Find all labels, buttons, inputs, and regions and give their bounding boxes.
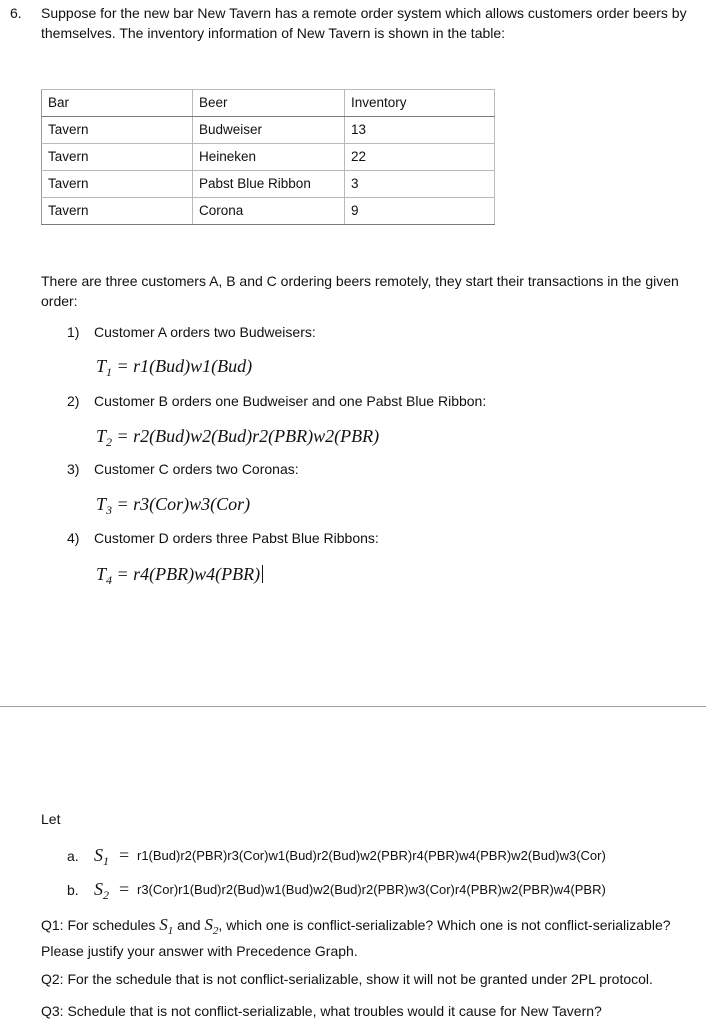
table-cell: Tavern — [42, 144, 193, 171]
list-number: 1) — [67, 324, 80, 340]
table-cell: Pabst Blue Ribbon — [193, 171, 345, 198]
schedule-s2-ops: r3(Cor)r1(Bud)r2(Bud)w1(Bud)w2(Bud)r2(PBR)w3(Cor)r4(PBR)w2(PBR)w4(PBR) — [137, 882, 606, 897]
q3-text: Q3: Schedule that is not conflict-serializable, what troubles would it cause for New Tavern? — [41, 1003, 602, 1019]
page-divider — [0, 706, 706, 707]
customer-a-text: Customer A orders two Budweisers: — [94, 324, 316, 340]
schedule-subscript: 2 — [103, 888, 109, 902]
schedule-subscript: 1 — [103, 854, 109, 868]
list-number: 4) — [67, 530, 80, 546]
schedule-s1-ops: r1(Bud)r2(PBR)r3(Cor)w1(Bud)r2(Bud)w2(PBR)r4(PBR)w4(PBR)w2(Bud)w3(Cor) — [137, 848, 606, 863]
transaction-ops: = r1(Bud)w1(Bud) — [112, 356, 253, 376]
table-cell: 22 — [345, 144, 495, 171]
schedule-letter: S — [94, 879, 103, 899]
list-number: 3) — [67, 461, 80, 477]
q1-s1-subscript: 1 — [167, 925, 174, 937]
transaction-ops: = r3(Cor)w3(Cor) — [112, 494, 251, 514]
table-cell: Corona — [193, 198, 345, 225]
table-cell: Tavern — [42, 117, 193, 144]
q1-and: and — [173, 917, 205, 933]
table-row — [42, 144, 495, 171]
table-cell: Tavern — [42, 171, 193, 198]
transaction-name: T — [96, 426, 107, 446]
header-inventory: Inventory — [345, 90, 495, 117]
transaction-t2 — [96, 424, 379, 454]
schedule-s1-name — [94, 843, 109, 873]
q1-part1: Q1: For schedules — [41, 917, 160, 933]
table-header-row — [42, 90, 495, 117]
table-row — [42, 198, 495, 225]
transaction-ops: = r2(Bud)w2(Bud)r2(PBR)w2(PBR) — [112, 426, 380, 446]
q1-part2: , which one is conflict-serializable? Which one is not conflict-serializable? Please justify your answer with Precedence Graph. — [41, 917, 671, 959]
table-row — [42, 171, 495, 198]
q1-s2-letter: S — [204, 915, 213, 934]
transaction-name: T — [96, 564, 107, 584]
transaction-name: T — [96, 356, 107, 376]
transaction-subscript: 1 — [106, 365, 113, 379]
table-cell: Tavern — [42, 198, 193, 225]
list-number: 2) — [67, 393, 80, 409]
transaction-ops: = r4(PBR)w4(PBR) — [112, 564, 261, 584]
q1-s2 — [204, 915, 219, 937]
q1-s1-letter: S — [159, 915, 168, 934]
transaction-t4 — [96, 562, 263, 592]
customer-c-text: Customer C orders two Coronas: — [94, 461, 299, 477]
schedule-s2-name — [94, 877, 109, 907]
question-text: Suppose for the new bar New Tavern has a remote order system which allows customers order beers by themselves. The inventory information of New Tavern is shown in the table: — [41, 5, 687, 41]
table-cell: 9 — [345, 198, 495, 225]
transaction-subscript: 2 — [106, 435, 113, 449]
inventory-table — [41, 89, 495, 225]
schedule-label: b. — [67, 882, 79, 898]
equals-sign: = — [119, 879, 130, 899]
intro-paragraph: There are three customers A, B and C ordering beers remotely, they start their transactions in the given order: — [41, 273, 679, 309]
table-cell: 3 — [345, 171, 495, 198]
let-label: Let — [41, 811, 61, 827]
table-cell: 13 — [345, 117, 495, 144]
q1-text — [41, 915, 696, 961]
q2-text: Q2: For the schedule that is not conflict-serializable, show it will not be granted under 2PL protocol. — [41, 971, 653, 987]
text-cursor — [262, 565, 263, 583]
table-cell: Heineken — [193, 144, 345, 171]
equals-sign: = — [119, 845, 130, 865]
transaction-t1 — [96, 354, 252, 384]
q1-s1 — [159, 915, 174, 937]
transaction-subscript: 3 — [106, 503, 113, 517]
header-beer: Beer — [193, 90, 345, 117]
transaction-name: T — [96, 494, 107, 514]
transaction-t3 — [96, 492, 250, 522]
customer-b-text: Customer B orders one Budweiser and one Pabst Blue Ribbon: — [94, 393, 487, 409]
header-bar: Bar — [42, 90, 193, 117]
schedule-label: a. — [67, 848, 79, 864]
q1-s2-subscript: 2 — [212, 925, 219, 937]
table-row — [42, 117, 495, 144]
table-cell: Budweiser — [193, 117, 345, 144]
customer-d-text: Customer D orders three Pabst Blue Ribbons: — [94, 530, 379, 546]
question-number: 6. — [10, 5, 22, 21]
transaction-subscript: 4 — [106, 573, 113, 587]
schedule-letter: S — [94, 845, 103, 865]
